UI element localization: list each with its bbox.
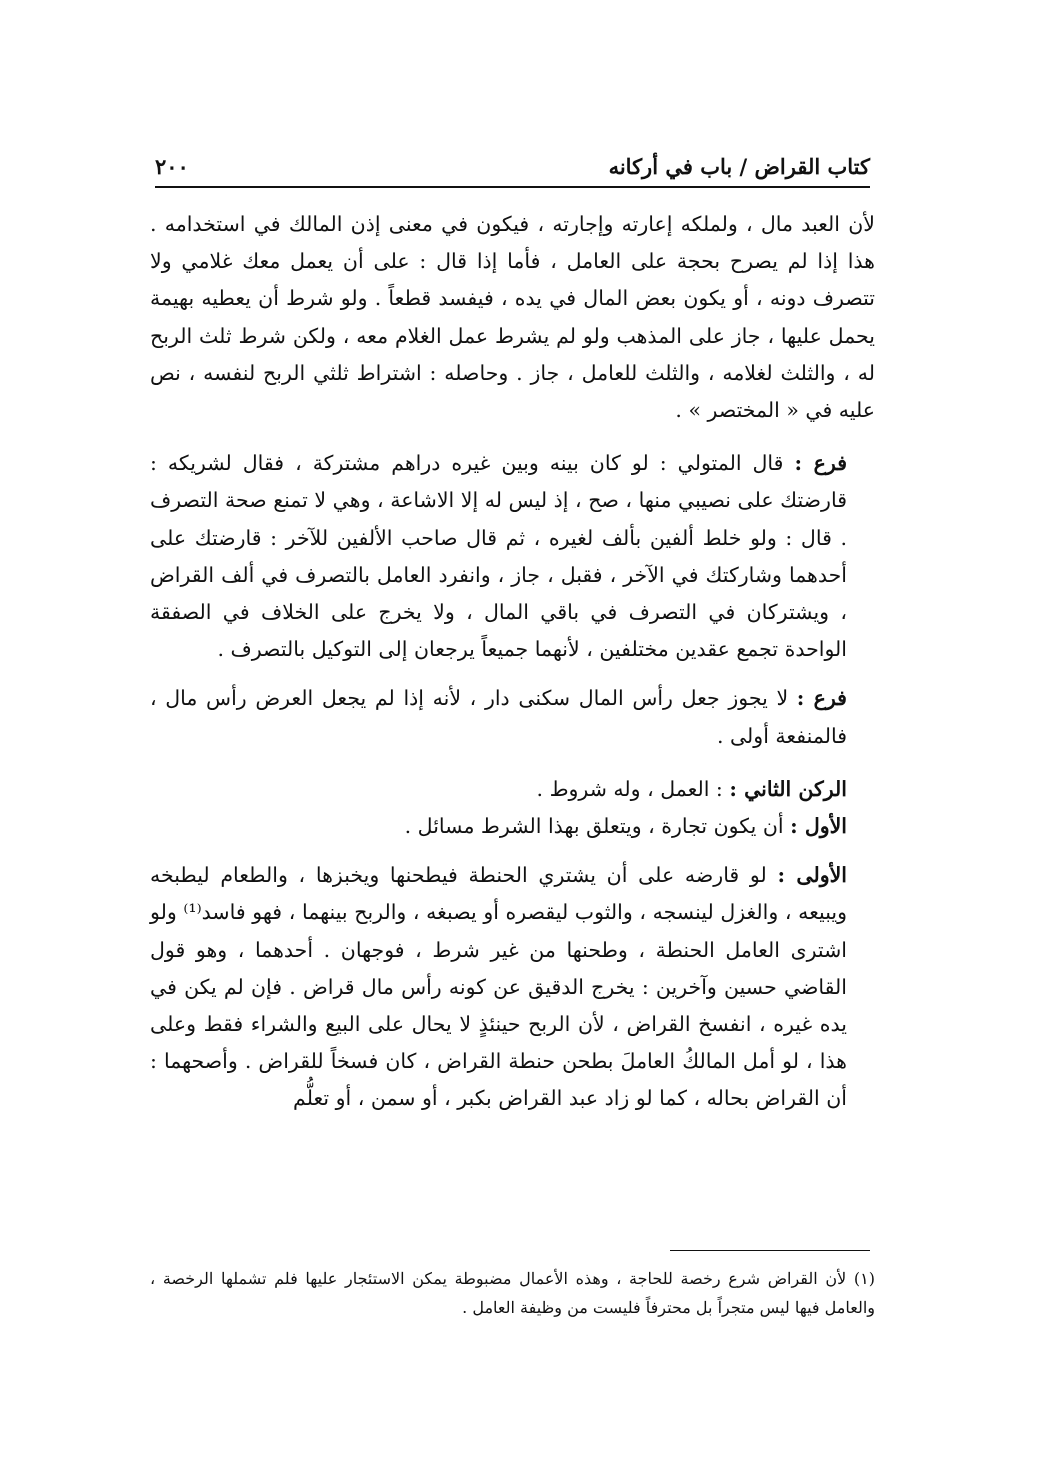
paragraph xyxy=(150,771,875,808)
main-text xyxy=(150,206,875,1118)
paragraph-text: لو قارضه على أن يشتري الحنطة فيطحنها ويخبزها ، والطعام ليطبخه ويبيعه ، والغزل لينسجه ، والثوب ليقصره أو يصبغه ، والربح بينهما ، فهو فاسد⁽¹⁾ ولو اشترى العامل الحنطة ، وطحنها من غير شرط ، فوجهان . أحدهما ، وهو قول القاضي حسين وآخرين : يخرج الدقيق عن كونه رأس مال قراض . فإن لم يكن في يده غيره ، انفسخ القراض ، لأن الربح حينئذٍ لا يحال على البيع والشراء فقط وعلى هذا ، لو أمل المالكُ العاملَ بطحن حنطة القراض ، كان فسخاً للقراض . وأصحهما : أن القراض بحاله ، كما لو زاد عبد القراض بكبر ، أو سمن ، أو تعلُّم xyxy=(150,863,847,1111)
header-rule xyxy=(155,186,870,188)
paragraph-lead: فرع : xyxy=(796,686,847,711)
paragraph-text: لأن العبد مال ، ولملكه إعارته وإجارته ، فيكون في معنى إذن المالك في استخدامه . هذا إذا لم يصرح بحجة على العامل ، فأما إذا قال : على أن يعمل معك غلامي ولا تتصرف دونه ، أو يكون بعض المال في يده ، فيفسد قطعاً . ولو شرط أن يعطيه بهيمة يحمل عليها ، جاز على المذهب ولو لم يشرط عمل الغلام معه ، ولكن شرط ثلث الربح له ، والثلث لغلامه ، والثلث للعامل ، جاز . وحاصله : اشتراط ثلثي الربح لنفسه ، نص عليه في « المختصر » . xyxy=(150,212,875,423)
paragraph xyxy=(150,680,875,754)
paragraph-text: قال المتولي : لو كان بينه وبين غيره دراهم مشتركة ، فقال لشريكه : قارضتك على نصيبي منها ، صح ، إذ ليس له إلا الاشاعة ، وهي لا تمنع صحة التصرف . قال : ولو خلط ألفين بألف لغيره ، ثم قال صاحب الألفين للآخر : قارضتك على أحدهما وشاركتك في الآخر ، فقبل ، جاز ، وانفرد العامل بالتصرف في ألف القراض ، ويشتركان في التصرف في باقي المال ، ولا يخرج على الخلاف في الصفقة الواحدة تجمع عقدين مختلفين ، لأنهما جميعاً يرجعان إلى التوكيل بالتصرف . xyxy=(150,451,847,662)
page-number: ٢٠٠ xyxy=(155,154,189,179)
paragraph-text: لا يجوز جعل رأس المال سكنى دار ، لأنه إذا لم يجعل العرض رأس مال ، فالمنفعة أولى . xyxy=(150,686,847,748)
footnote xyxy=(150,1264,875,1322)
paragraph xyxy=(150,445,875,668)
footnote-rule xyxy=(670,1250,870,1251)
footnote-text: (١) لأن القراض شرع رخصة للحاجة ، وهذه الأعمال مضبوطة يمكن الاستئجار عليها فلم تشملها الرخصة ، والعامل فيها ليس متجراً بل محترفاً فليست من وظيفة العامل . xyxy=(150,1269,875,1317)
paragraph-lead: الأولى : xyxy=(777,863,847,888)
running-header xyxy=(155,148,870,184)
paragraph-text: أن يكون تجارة ، ويتعلق بهذا الشرط مسائل . xyxy=(404,814,784,839)
header-title: كتاب القراض / باب في أركانه xyxy=(608,154,870,179)
paragraph-lead: الأول : xyxy=(790,814,847,839)
paragraph-text: : العمل ، وله شروط . xyxy=(536,776,723,801)
paragraph xyxy=(150,808,875,845)
paragraph xyxy=(150,857,875,1117)
paragraph-lead: الركن الثاني : xyxy=(729,776,847,801)
paragraph-lead: فرع : xyxy=(794,451,847,476)
paragraph xyxy=(150,206,875,429)
